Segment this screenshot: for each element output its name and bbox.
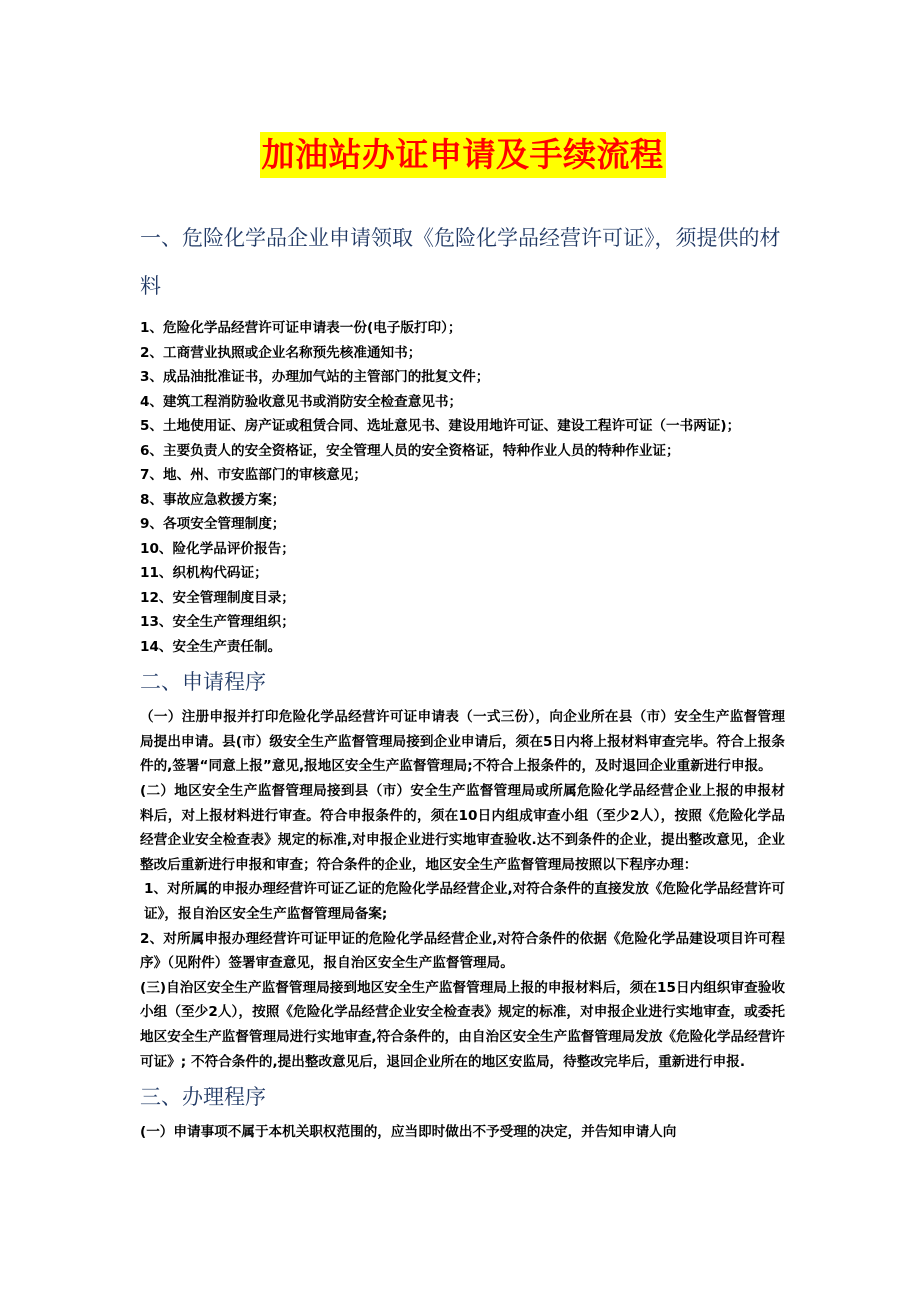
list-item: 7、地、州、市安监部门的审核意见； bbox=[140, 467, 367, 484]
section2-paragraph-1: （一）注册申报并打印危险化学品经营许可证申请表（一式三份），向企业所在县（市）安全生产监督管理局提出申请。县(市）级安全生产监督管理局接到企业申请后，须在5日内将上报材料审查完毕。符合上报条件的,签署“同意上报”意见,报地区安全生产监督管理局;不符合上报条件的，及时退回企业重新进行申报。 bbox=[140, 709, 785, 775]
document-page bbox=[140, 110, 785, 1145]
list-item: 1、危险化学品经营许可证申请表一份(电子版打印）； bbox=[140, 320, 462, 337]
materials-list bbox=[140, 316, 785, 659]
section1-heading: 一、危险化学品企业申请领取《危险化学品经营许可证》，须提供的材料 bbox=[140, 226, 781, 299]
list-item: 11、织机构代码证； bbox=[140, 565, 268, 582]
list-item: 8、事故应急救援方案； bbox=[140, 491, 286, 508]
section3-paragraph-1: (一）申请事项不属于本机关职权范围的，应当即时做出不予受理的决定，并告知申请人向 bbox=[140, 1124, 677, 1141]
list-item: 10、险化学品评价报告； bbox=[140, 540, 295, 557]
list-item: 9、各项安全管理制度； bbox=[140, 516, 286, 533]
section3-heading: 三、办理程序 bbox=[140, 1085, 266, 1110]
list-item: 13、安全生产管理组织； bbox=[140, 614, 295, 631]
section2-paragraph-3: 1、对所属的申报办理经营许可证乙证的危险化学品经营企业,对符合条件的直接发放《危险化学品经营许可证》，报自治区安全生产监督管理局备案; bbox=[144, 881, 785, 922]
list-item: 14、安全生产责任制。 bbox=[140, 638, 282, 655]
list-item: 2、工商营业执照或企业名称预先核准通知书； bbox=[140, 344, 422, 361]
list-item: 3、成品油批准证书，办理加气站的主管部门的批复文件； bbox=[140, 369, 490, 386]
section2-paragraph-4: 2、对所属申报办理经营许可证甲证的危险化学品经营企业,对符合条件的依据《危险化学品建设项目许可程序》（见附件）签署审查意见，报自治区安全生产监督管理局。 bbox=[140, 930, 785, 972]
document-title: 加油站办证申请及手续流程 bbox=[260, 132, 666, 178]
section2-paragraph-5: (三)自治区安全生产监督管理局接到地区安全生产监督管理局上报的申报材料后，须在15日内组织审查验收小组（至少2人），按照《危险化学品经营企业安全检查表》规定的标准，对申报企业进行实地审查，或委托地区安全生产监督管理局进行实地审查,符合条件的，由自治区安全生产监督管理局发放《危险化学品经营许可证》; 不符合条件的,提出整改意见后，退回企业所在的地区安监局，待整改完毕后，重新进行申报. bbox=[140, 979, 785, 1070]
list-item: 12、安全管理制度目录； bbox=[140, 589, 295, 606]
list-item: 5、土地使用证、房产证或租赁合同、选址意见书、建设用地许可证、建设工程许可证（一书两证)； bbox=[140, 418, 741, 435]
list-item: 4、建筑工程消防验收意见书或消防安全检查意见书； bbox=[140, 393, 463, 410]
list-item: 6、主要负责人的安全资格证，安全管理人员的安全资格证，特种作业人员的特种作业证； bbox=[140, 442, 680, 459]
section2-paragraph-2: (二）地区安全生产监督管理局接到县（市）安全生产监督管理局或所属危险化学品经营企业上报的申报材料后，对上报材料进行审查。符合申报条件的，须在10日内组成审查小组（至少2人），按照《危险化学品经营企业安全检查表》规定的标准,对申报企业进行实地审查验收.达不到条件的企业，提出整改意见，企业整改后重新进行申报和审查；符合条件的企业，地区安全生产监督管理局按照以下程序办理： bbox=[140, 783, 785, 873]
section2-heading: 二、申请程序 bbox=[140, 670, 266, 695]
